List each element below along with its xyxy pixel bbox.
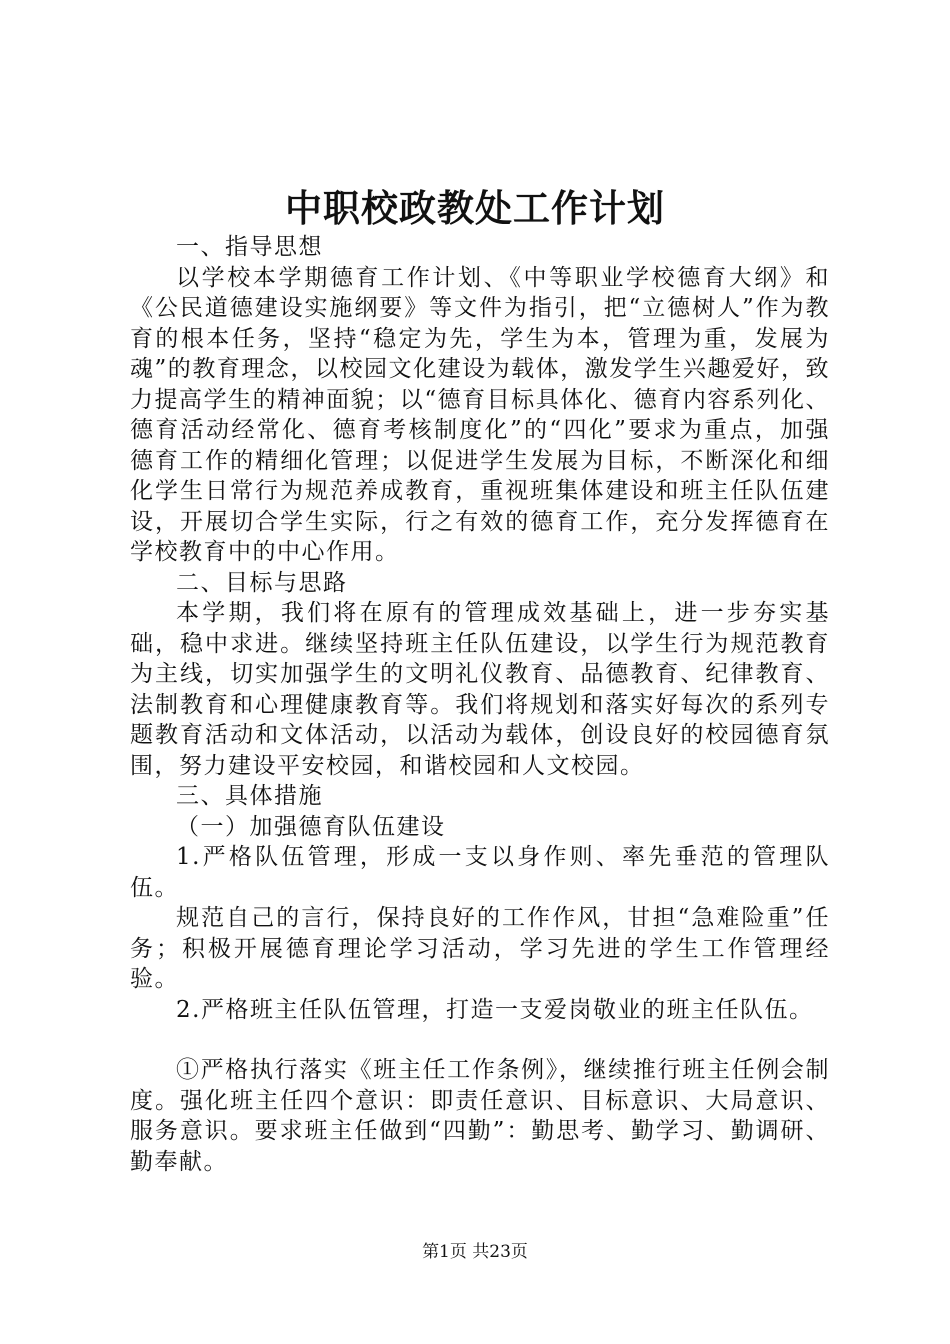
subsection-heading-team-building: （一）加强德育队伍建设	[176, 813, 446, 840]
document-body	[130, 232, 830, 1177]
document-title: 中职校政教处工作计划	[285, 186, 665, 230]
paragraph-conduct: 规范自己的言行，保持良好的工作作风，甘担“急难险重”任务；积极开展德育理论学习活动，学习先进的学生工作管理经验。	[130, 905, 830, 992]
section-heading-goals: 二、目标与思路	[176, 569, 348, 596]
list-item-2: 2.严格班主任队伍管理，打造一支爱岗敬业的班主任队伍。	[176, 996, 814, 1023]
paragraph-guiding-ideology: 以学校本学期德育工作计划、《中等职业学校德育大纲》和《公民道德建设实施纲要》等文件为指引，把“立德树人”作为教育的根本任务，坚持“稳定为先，学生为本，管理为重，发展为魂”的教育理念，以校园文化建设为载体，激发学生兴趣爱好，致力提高学生的精神面貌；以“德育目标具体化、德育内容系列化、德育活动经常化、德育考核制度化”的“四化”要求为重点，加强德育工作的精细化管理；以促进学生发展为目标，不断深化和细化学生日常行为规范养成教育，重视班集体建设和班主任队伍建设，开展切合学生实际，行之有效的德育工作，充分发挥德育在学校教育中的中心作用。	[130, 264, 830, 565]
section-heading-guiding-ideology: 一、指导思想	[176, 234, 323, 260]
paragraph-teacher-regulations: ①严格执行落实《班主任工作条例》，继续推行班主任例会制度。强化班主任四个意识：即责任意识、目标意识、大局意识、服务意识。要求班主任做到“四勤”：勤思考、勤学习、勤调研、勤奉献。	[130, 1057, 830, 1175]
page-footer: 第1页 共23页	[422, 1242, 528, 1262]
section-heading-measures: 三、具体措施	[176, 783, 323, 809]
list-item-1: 1.严格队伍管理，形成一支以身作则、率先垂范的管理队伍。	[130, 844, 830, 901]
paragraph-goals: 本学期，我们将在原有的管理成效基础上，进一步夯实基础，稳中求进。继续坚持班主任队伍建设，以学生行为规范教育为主线，切实加强学生的文明礼仪教育、品德教育、纪律教育、法制教育和心理健康教育等。我们将规划和落实好每次的系列专题教育活动和文体活动，以活动为载体，创设良好的校园德育氛围，努力建设平安校园，和谐校园和人文校园。	[130, 600, 830, 779]
